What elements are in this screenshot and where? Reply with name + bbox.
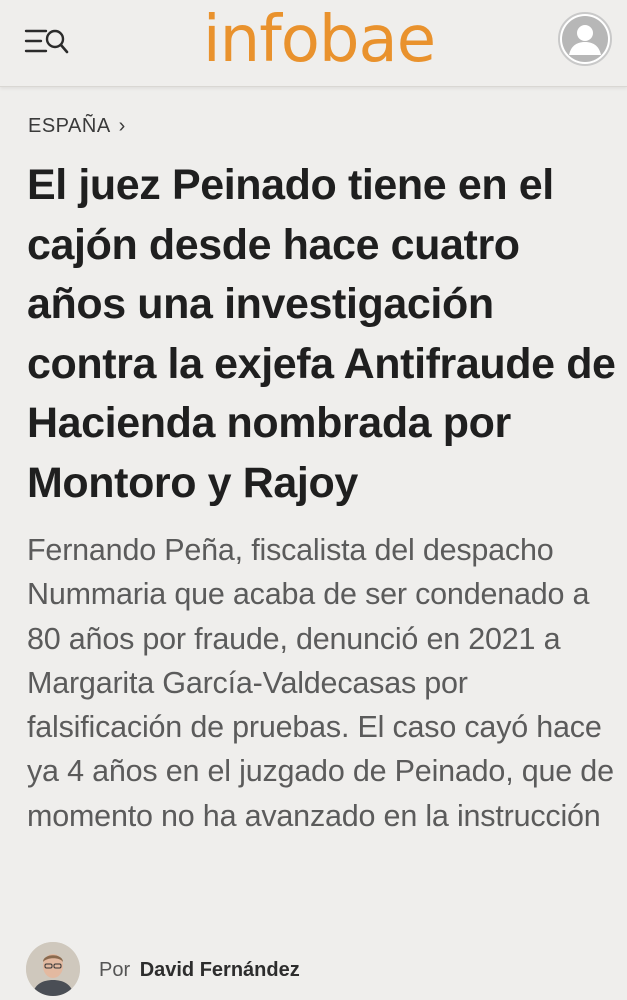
menu-search-icon [22, 22, 72, 62]
author-photo-icon [26, 942, 80, 996]
chevron-right-icon: › [118, 115, 126, 137]
article-byline [26, 942, 426, 998]
site-header [0, 0, 627, 87]
byline-prefix: Por [99, 959, 131, 981]
user-account-button[interactable] [558, 12, 612, 66]
menu-search-button[interactable] [22, 22, 72, 62]
site-logo[interactable]: infobae [202, 3, 436, 77]
article-headline: El juez Peinado tiene en el cajón desde hace cuatro años una investigación contra la exjefa Antifraude de Hacienda nombrada por Montoro y Rajoy [27, 161, 616, 507]
user-avatar-icon [560, 14, 610, 64]
author-name-link[interactable]: David Fernández [139, 959, 300, 981]
author-avatar[interactable] [26, 942, 80, 996]
article-subheadline: Fernando Peña, fiscalista del despacho Nummaria que acaba de ser condenado a 80 años por fraude, denunció en 2021 a Margarita García-Valdecasas por falsificación de pruebas. El caso cayó hace ya 4 años en el juzgado de Peinado, que de momento no ha avanzado en la instrucción [27, 533, 614, 833]
section-label: ESPAÑA [28, 115, 111, 137]
byline-text [99, 956, 300, 984]
section-breadcrumb[interactable] [28, 112, 126, 140]
